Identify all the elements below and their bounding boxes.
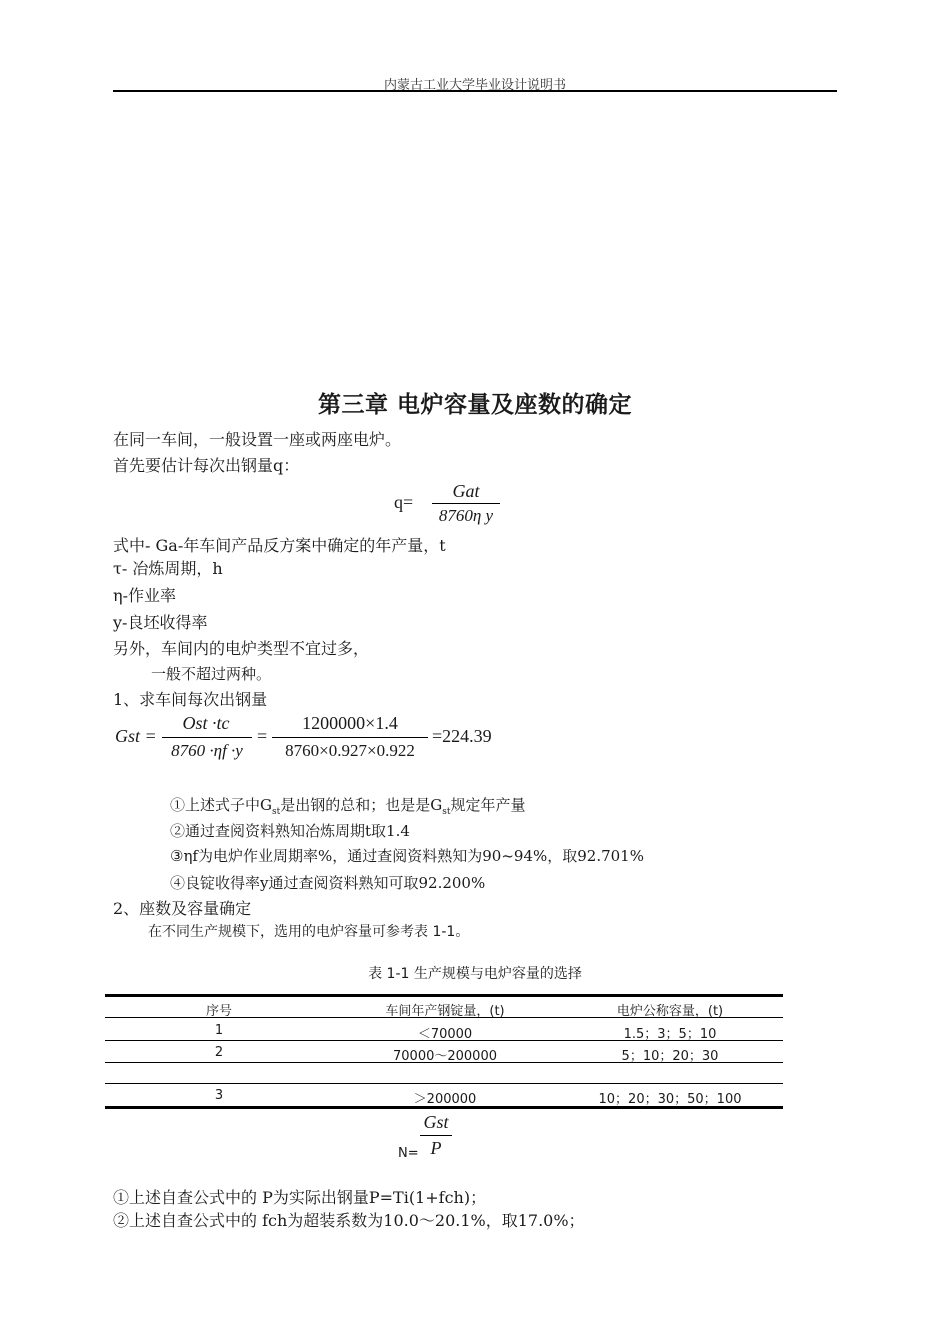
table-cell-r1-capacity: 1.5；3；5；10 bbox=[623, 1027, 717, 1042]
note-smelting-cycle: ②通过查阅资料熟知冶炼周期t取1.4 bbox=[170, 822, 410, 840]
formula-q-lhs: q= bbox=[394, 492, 414, 512]
table-cell-r3-output: ＞200000 bbox=[413, 1092, 477, 1107]
definition-not-over: 一般不超过两种。 bbox=[151, 665, 272, 683]
formula-gst-fraction-line-1 bbox=[162, 737, 252, 738]
note-gst-subscript-1: st bbox=[271, 807, 281, 817]
step2-subtext: 在不同生产规模下，选用的电炉容量可参考表 1-1。 bbox=[148, 924, 470, 940]
formula-gst-num1: Ost ·tc bbox=[182, 713, 230, 733]
definition-also: 另外，车间内的电炉类型不宜过多， bbox=[113, 639, 370, 658]
note-gst-part-a: ①上述式子中G bbox=[170, 796, 272, 814]
table-row-rule-2 bbox=[105, 1062, 783, 1063]
formula-gst-den2: 8760×0.927×0.922 bbox=[285, 741, 415, 760]
formula-gst-lhs: Gst = bbox=[115, 726, 157, 746]
page-header: 内蒙古工业大学毕业设计说明书 bbox=[383, 78, 566, 93]
formula-q-numerator: Gat bbox=[452, 481, 480, 501]
formula-n-lhs: N= bbox=[398, 1146, 419, 1161]
note-operation-rate: ③ηf为电炉作业周期率%，通过查阅资料熟知为90~94%，取92.701% bbox=[170, 847, 644, 865]
definition-eta: η-作业率 bbox=[113, 586, 176, 605]
chapter-title: 第三章 电炉容量及座数的确定 bbox=[317, 392, 632, 418]
definition-tau: τ- 冶炼周期，h bbox=[113, 559, 223, 578]
formula-n-numerator: Gst bbox=[423, 1112, 449, 1132]
formula-gst-num2: 1200000×1.4 bbox=[302, 713, 398, 733]
formula-gst-eq2: = bbox=[257, 726, 268, 746]
note-actual-output: ①上述自查公式中的 P为实际出钢量P=Ti(1+fch)； bbox=[113, 1188, 487, 1207]
note-gst-subscript-2: st bbox=[442, 807, 451, 817]
formula-gst-den1: 8760 ·ηf ·y bbox=[171, 741, 243, 760]
note-gst bbox=[170, 795, 525, 822]
note-overload-factor: ②上述自查公式中的 fch为超装系数为10.0～20.1%，取17.0%； bbox=[113, 1211, 585, 1230]
table-header-rule bbox=[105, 1017, 783, 1018]
table-cell-r1-output: ＜70000 bbox=[417, 1027, 473, 1042]
definition-y: y-良坯收得率 bbox=[113, 613, 208, 632]
note-gst-part-c: 规定年产量 bbox=[450, 796, 526, 814]
step2-heading: 2、座数及容量确定 bbox=[113, 899, 252, 918]
definition-ga: 式中- Ga-年车间产品反方案中确定的年产量，t bbox=[113, 536, 446, 555]
step1-heading: 1、求车间每次出钢量 bbox=[113, 690, 268, 709]
formula-n-denominator: P bbox=[430, 1138, 442, 1158]
table-cell-r2-capacity: 5；10；20；30 bbox=[621, 1049, 719, 1064]
table-bottom-rule bbox=[105, 1106, 783, 1109]
intro-line-1: 在同一车间，一般设置一座或两座电炉。 bbox=[113, 430, 402, 449]
table-row-rule-3 bbox=[105, 1083, 783, 1084]
formula-q-fraction-line bbox=[432, 503, 500, 504]
note-gst-part-b: 是出钢的总和；也是是G bbox=[280, 796, 443, 814]
table-cell-r3-capacity: 10；20；30；50；100 bbox=[598, 1092, 742, 1107]
table-header-index: 序号 bbox=[205, 1004, 232, 1019]
table-cell-r1-index: 1 bbox=[214, 1023, 224, 1038]
table-header-capacity: 电炉公称容量，(t) bbox=[616, 1004, 724, 1019]
table-header-output: 车间年产钢锭量，(t) bbox=[385, 1004, 505, 1019]
table-cell-r2-index: 2 bbox=[214, 1045, 224, 1060]
header-rule bbox=[113, 90, 837, 92]
table-caption: 表 1-1 生产规模与电炉容量的选择 bbox=[368, 966, 582, 982]
formula-q-denominator: 8760η y bbox=[438, 506, 494, 525]
table-cell-r3-index: 3 bbox=[214, 1088, 224, 1103]
table-top-rule bbox=[105, 994, 783, 997]
formula-gst-result: =224.39 bbox=[432, 726, 492, 746]
formula-n-fraction-line bbox=[420, 1135, 452, 1136]
formula-gst-fraction-line-2 bbox=[272, 737, 428, 738]
table-cell-r2-output: 70000～200000 bbox=[393, 1049, 497, 1064]
intro-line-2: 首先要估计每次出钢量q： bbox=[113, 456, 300, 475]
table-row-rule-1 bbox=[105, 1040, 783, 1041]
note-ingot-yield: ④良锭收得率y通过查阅资料熟知可取92.200% bbox=[170, 874, 486, 892]
